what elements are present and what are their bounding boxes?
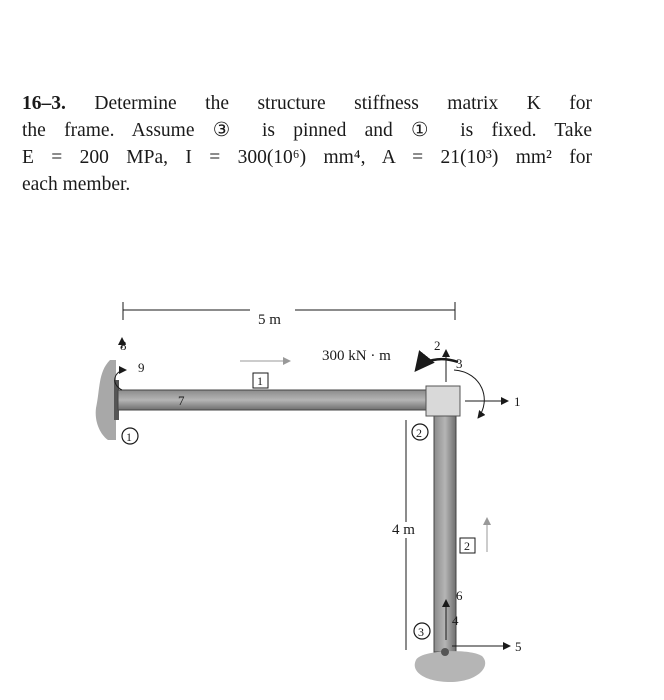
svg-text:1: 1 <box>257 374 263 388</box>
node-3-label <box>414 623 430 639</box>
dof-7-label: 7 <box>178 393 185 408</box>
moment-label: 300 kN · m <box>322 348 391 364</box>
dof-5-label: 5 <box>515 639 522 654</box>
problem-line-2: the frame. Assume ③ is pinned and ① is fixed. Take <box>22 120 592 141</box>
problem-statement <box>22 90 592 198</box>
span-dimension <box>123 302 455 328</box>
node-2-label <box>412 424 428 440</box>
problem-line-1: Determine the structure stiffness matrix K for <box>94 93 593 114</box>
dof-1-label: 1 <box>514 394 521 409</box>
joint-2 <box>426 386 460 416</box>
frame-diagram <box>90 290 590 690</box>
height-dimension <box>392 420 415 650</box>
pin-support <box>415 648 485 682</box>
svg-text:2: 2 <box>464 539 470 553</box>
dof-6-label: 6 <box>456 588 463 603</box>
member-1 <box>118 390 438 410</box>
node-1-label <box>122 428 138 444</box>
svg-text:1: 1 <box>126 430 132 444</box>
svg-text:2: 2 <box>416 426 422 440</box>
dof-3-label: 3 <box>456 356 463 371</box>
span-label: 5 m <box>258 312 281 328</box>
dof-2-label: 2 <box>434 338 441 353</box>
problem-line-4: each member. <box>22 174 131 195</box>
svg-text:3: 3 <box>418 625 424 639</box>
member-2-label <box>460 538 475 553</box>
problem-line-3: E = 200 MPa, I = 300(10⁶) mm⁴, A = 21(10³) mm² for <box>22 147 592 168</box>
problem-number: 16–3. <box>22 93 66 114</box>
fixed-support <box>96 360 119 440</box>
member-1-label <box>253 373 268 388</box>
dof-8-label: 8 <box>120 338 127 353</box>
frame-figure <box>90 290 590 695</box>
height-label: 4 m <box>392 522 415 538</box>
dof-4-label: 4 <box>452 613 459 628</box>
dof-9-label: 9 <box>138 360 145 375</box>
